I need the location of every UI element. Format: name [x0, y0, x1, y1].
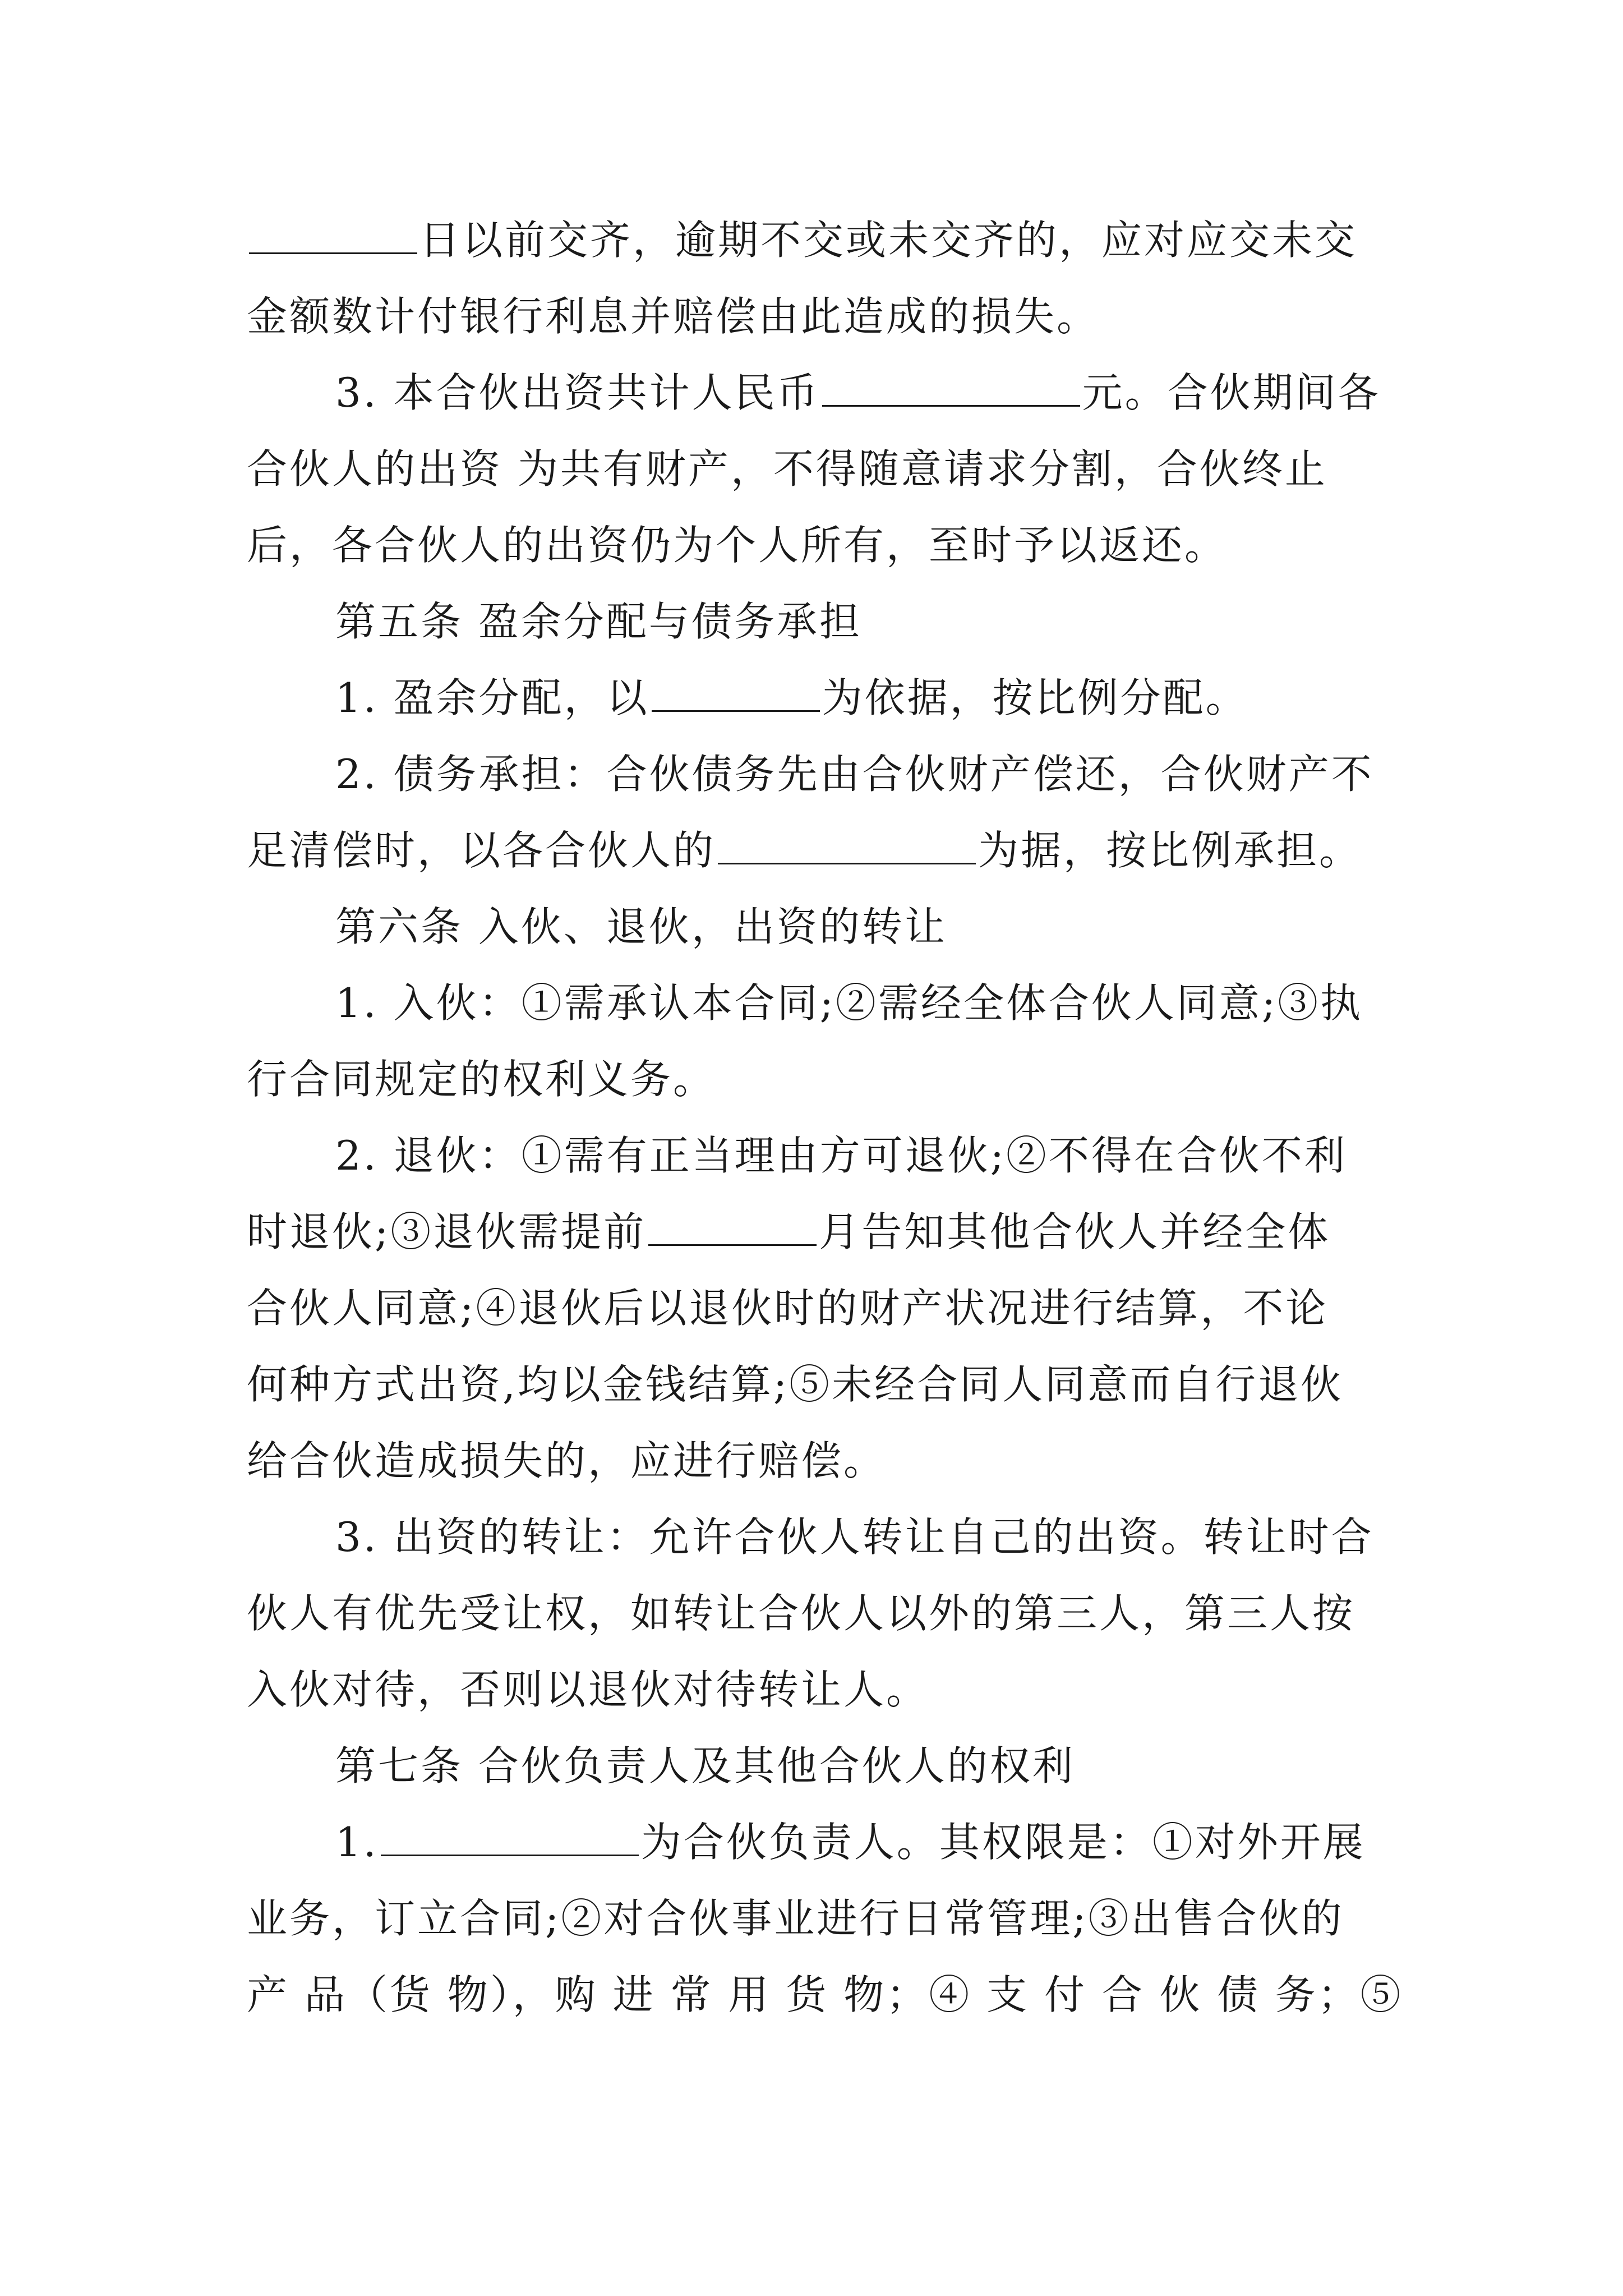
section-heading: 第六条 入伙、退伙，出资的转让: [335, 903, 947, 950]
fill-in-blank: [648, 1207, 817, 1246]
fill-in-blank: [652, 673, 820, 712]
text-line: 何种方式出资,均以金钱结算;⑤未经合同人同意而自行退伙: [247, 1361, 1344, 1408]
text-line: 行合同规定的权利义务。: [247, 1056, 716, 1103]
text-line: 给合伙造成损失的，应进行赔偿。: [247, 1437, 887, 1484]
text-line: 伙人有优先受让权，如转让合伙人以外的第三人，第三人按: [247, 1590, 1355, 1637]
text-line: 合伙人的出资 为共有财产，不得随意请求分割，合伙终止: [247, 445, 1327, 493]
text-line: 3. 出资的转让：允许合伙人转让自己的出资。转让时合: [335, 1513, 1374, 1561]
text-line: 时退伙;③退伙需提前 月告知其他合伙人并经全体: [247, 1208, 1331, 1255]
fill-in-blank: [822, 368, 1080, 407]
section-heading: 第七条 合伙负责人及其他合伙人的权利: [335, 1742, 1075, 1789]
text-line: 后，各合伙人的出资仍为个人所有，至时予以返还。: [247, 522, 1228, 569]
contract-text: [247, 202, 1413, 2033]
text-line: 业务，订立合同;②对合伙事业进行日常管理;③出售合伙的: [247, 1895, 1344, 1942]
text-line: 入伙对待，否则以退伙对待转让人。: [247, 1666, 929, 1713]
text-line: 产 品（货 物），购 进 常 用 货 物；④ 支 付 合 伙 债 务；⑤: [247, 1971, 1403, 2018]
text-line: 1. 入伙：①需承认本合同;②需经全体合伙人同意;③执: [335, 979, 1363, 1027]
text-line: 2. 债务承担：合伙债务先由合伙财产偿还，合伙财产不: [335, 751, 1374, 798]
text-line: 1. 盈余分配，以 为依据，按比例分配。: [335, 674, 1248, 721]
fill-in-blank: [249, 215, 417, 254]
text-line: 金额数计付银行利息并赔偿由此造成的损失。: [247, 293, 1100, 340]
section-heading: 第五条 盈余分配与债务承担: [335, 598, 862, 645]
text-line: 3. 本合伙出资共计人民币 元。合伙期间各: [335, 369, 1381, 416]
text-line: 合伙人同意;④退伙后以退伙时的财产状况进行结算，不论: [247, 1285, 1329, 1332]
fill-in-blank: [718, 826, 976, 864]
fill-in-blank: [381, 1818, 639, 1856]
text-line: 1. 为合伙负责人。其权限是：①对外开展: [335, 1819, 1366, 1866]
text-line: 日以前交齐，逾期不交或未交齐的，应对应交未交: [247, 202, 1413, 278]
text-line: 2. 退伙：①需有正当理由方可退伙;②不得在合伙不利: [335, 1132, 1347, 1179]
text-line: 足清偿时，以各合伙人的 为据，按比例承担。: [247, 827, 1362, 874]
